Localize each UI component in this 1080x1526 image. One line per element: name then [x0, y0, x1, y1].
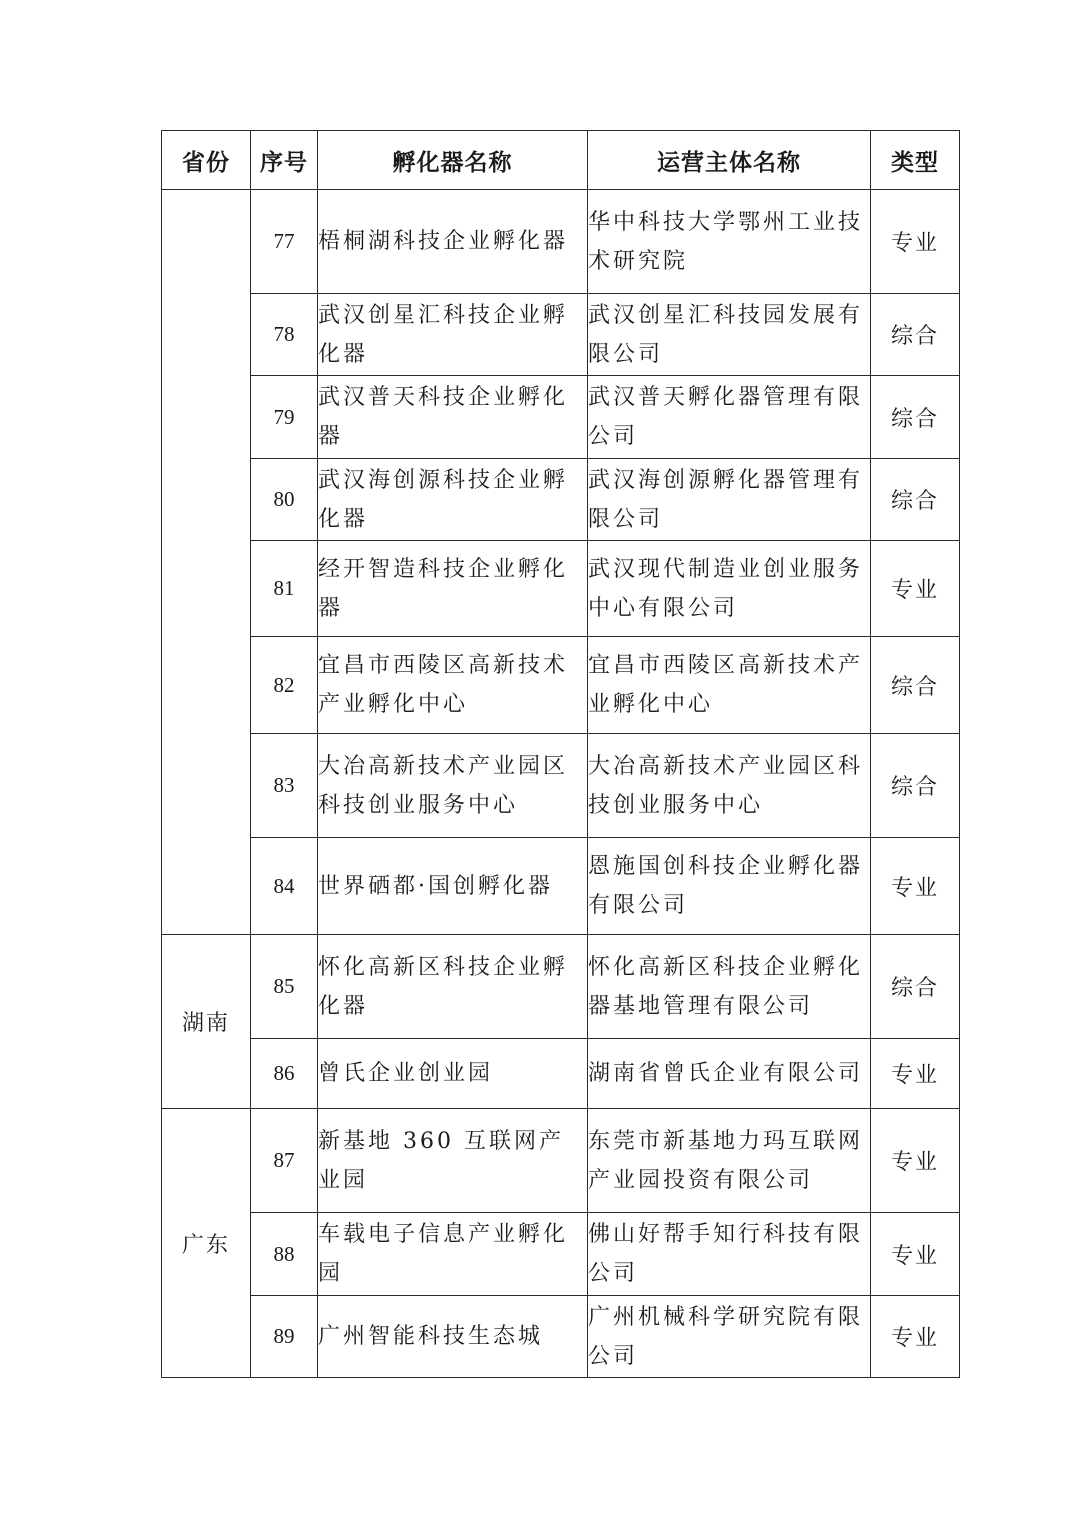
- seq-cell: 83: [251, 734, 318, 838]
- incubator-name-cell: 曾氏企业创业园: [318, 1039, 588, 1109]
- header-operator: 运营主体名称: [588, 131, 871, 190]
- operator-name-cell: 华中科技大学鄂州工业技术研究院: [588, 190, 871, 294]
- header-seq: 序号: [251, 131, 318, 190]
- table-row: [162, 734, 960, 838]
- table-row: [162, 376, 960, 459]
- seq-cell: 86: [251, 1039, 318, 1109]
- table-row: [162, 637, 960, 734]
- type-cell: 专业: [871, 1109, 960, 1213]
- seq-cell: 78: [251, 294, 318, 376]
- operator-name-cell: 武汉海创源孵化器管理有限公司: [588, 459, 871, 541]
- table-row: [162, 1039, 960, 1109]
- operator-name-cell: 广州机械科学研究院有限公司: [588, 1296, 871, 1378]
- seq-cell: 82: [251, 637, 318, 734]
- table-row: [162, 1213, 960, 1296]
- table-row: [162, 1296, 960, 1378]
- type-cell: 综合: [871, 459, 960, 541]
- type-cell: 综合: [871, 376, 960, 459]
- seq-cell: 88: [251, 1213, 318, 1296]
- province-cell-hubei: [162, 190, 251, 935]
- incubator-name-cell: 宜昌市西陵区高新技术产业孵化中心: [318, 637, 588, 734]
- table-row: [162, 541, 960, 637]
- province-cell-hunan: 湖南: [162, 935, 251, 1109]
- type-cell: 专业: [871, 1039, 960, 1109]
- seq-cell: 79: [251, 376, 318, 459]
- incubator-name-cell: 车载电子信息产业孵化园: [318, 1213, 588, 1296]
- seq-cell: 84: [251, 838, 318, 935]
- type-cell: 专业: [871, 838, 960, 935]
- incubator-name-cell: 怀化高新区科技企业孵化器: [318, 935, 588, 1039]
- operator-name-cell: 武汉现代制造业创业服务中心有限公司: [588, 541, 871, 637]
- type-cell: 综合: [871, 734, 960, 838]
- incubator-name-cell: 新基地 360 互联网产业园: [318, 1109, 588, 1213]
- header-row: [162, 131, 960, 190]
- seq-cell: 87: [251, 1109, 318, 1213]
- seq-cell: 85: [251, 935, 318, 1039]
- incubator-name-cell: 大冶高新技术产业园区科技创业服务中心: [318, 734, 588, 838]
- incubator-name-cell: 广州智能科技生态城: [318, 1296, 588, 1378]
- incubator-name-cell: 世界硒都·国创孵化器: [318, 838, 588, 935]
- province-cell-guangdong: 广东: [162, 1109, 251, 1378]
- operator-name-cell: 湖南省曾氏企业有限公司: [588, 1039, 871, 1109]
- type-cell: 专业: [871, 190, 960, 294]
- operator-name-cell: 大冶高新技术产业园区科技创业服务中心: [588, 734, 871, 838]
- table-row: [162, 935, 960, 1039]
- type-cell: 综合: [871, 294, 960, 376]
- type-cell: 专业: [871, 541, 960, 637]
- incubator-name-cell: 梧桐湖科技企业孵化器: [318, 190, 588, 294]
- header-incubator: 孵化器名称: [318, 131, 588, 190]
- operator-name-cell: 东莞市新基地力玛互联网产业园投资有限公司: [588, 1109, 871, 1213]
- operator-name-cell: 武汉创星汇科技园发展有限公司: [588, 294, 871, 376]
- table-row: [162, 190, 960, 294]
- seq-cell: 80: [251, 459, 318, 541]
- operator-name-cell: 恩施国创科技企业孵化器有限公司: [588, 838, 871, 935]
- type-cell: 综合: [871, 935, 960, 1039]
- operator-name-cell: 宜昌市西陵区高新技术产业孵化中心: [588, 637, 871, 734]
- type-cell: 综合: [871, 637, 960, 734]
- incubator-table: [161, 130, 960, 1378]
- incubator-name-cell: 武汉海创源科技企业孵化器: [318, 459, 588, 541]
- header-province: 省份: [162, 131, 251, 190]
- operator-name-cell: 佛山好帮手知行科技有限公司: [588, 1213, 871, 1296]
- seq-cell: 89: [251, 1296, 318, 1378]
- table-row: [162, 459, 960, 541]
- seq-cell: 81: [251, 541, 318, 637]
- incubator-name-cell: 武汉普天科技企业孵化器: [318, 376, 588, 459]
- seq-cell: 77: [251, 190, 318, 294]
- type-cell: 专业: [871, 1213, 960, 1296]
- incubator-name-cell: 经开智造科技企业孵化器: [318, 541, 588, 637]
- table-row: [162, 294, 960, 376]
- type-cell: 专业: [871, 1296, 960, 1378]
- table-row: [162, 838, 960, 935]
- header-type: 类型: [871, 131, 960, 190]
- incubator-name-cell: 武汉创星汇科技企业孵化器: [318, 294, 588, 376]
- table-row: [162, 1109, 960, 1213]
- operator-name-cell: 武汉普天孵化器管理有限公司: [588, 376, 871, 459]
- operator-name-cell: 怀化高新区科技企业孵化器基地管理有限公司: [588, 935, 871, 1039]
